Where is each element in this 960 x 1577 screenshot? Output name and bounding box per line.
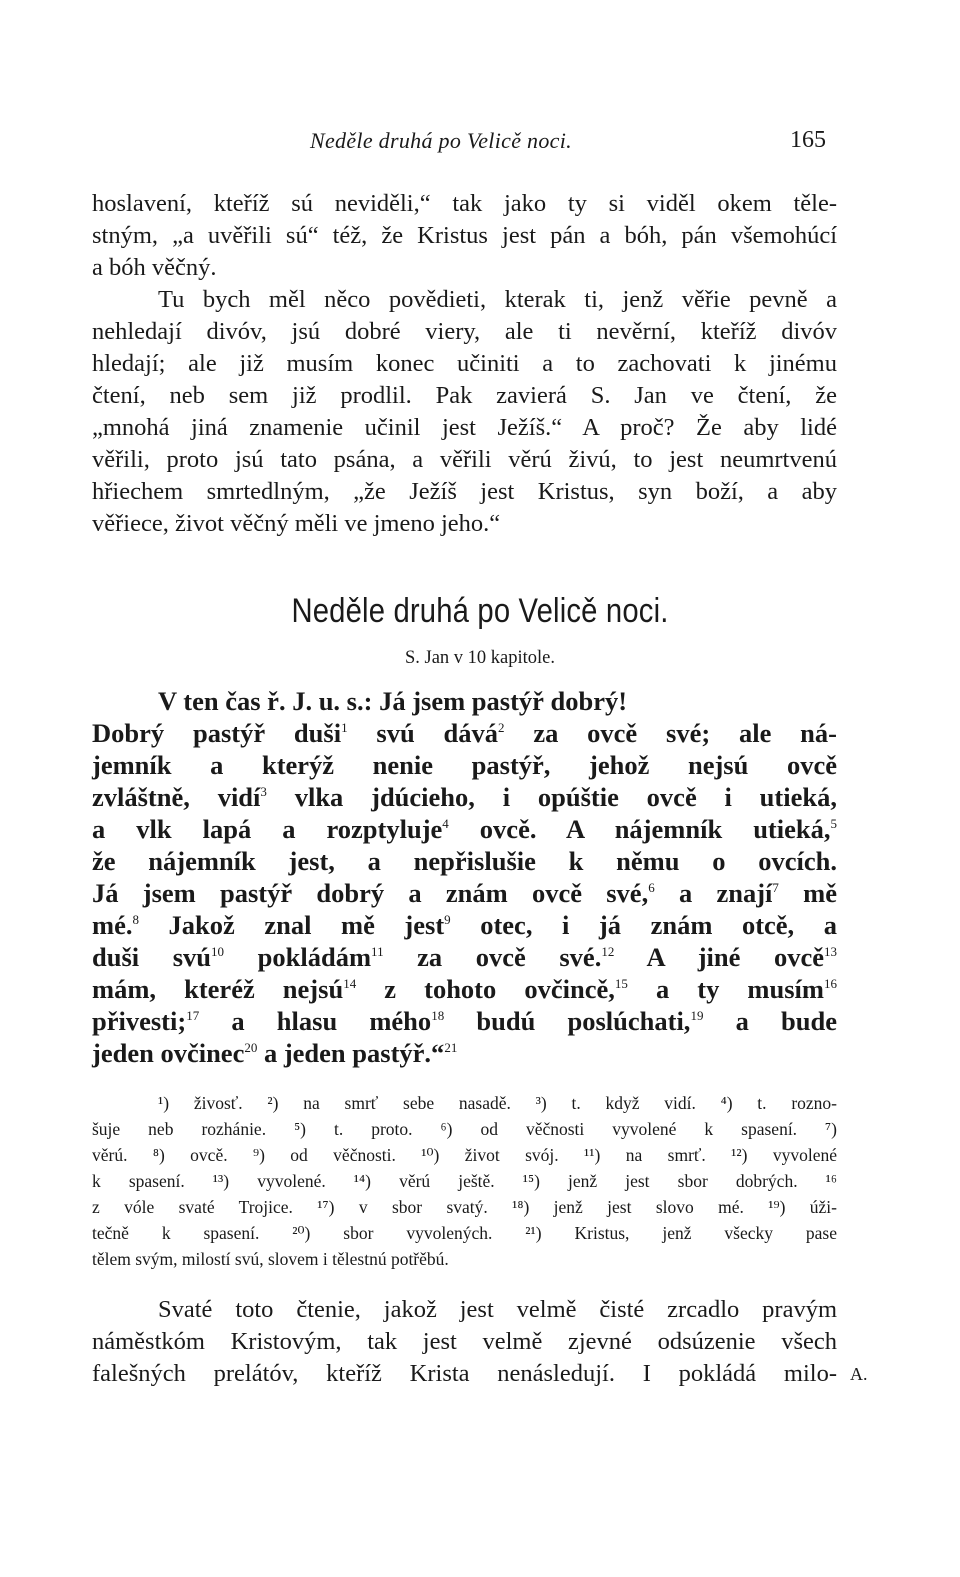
gospel-text-run: otec, i já znám otcě, a [450, 910, 837, 940]
gospel-text-run: duši svú [92, 942, 212, 972]
text-line: věřiece, život věčný měli ve jmeno jeho.“ [92, 510, 501, 537]
text-line: hřiechem smrtedlným, „že Ježíš jest Kristus, syn boží, a aby [92, 478, 837, 505]
text-line: a bóh věčný. [92, 254, 217, 281]
footnote-marker: 4 [442, 816, 449, 831]
footnote-marker: 10 [211, 944, 225, 959]
running-head-title: Neděle druhá po Velicě noci. [310, 128, 572, 153]
gospel-line [92, 878, 837, 909]
footnote-marker: 19 [690, 1008, 704, 1023]
gospel-text-run: a jeden pastýř.“ [257, 1038, 445, 1068]
gospel-text-run: budú poslúchati, [444, 1006, 691, 1036]
gospel-text-run: A jiné ovcě [614, 942, 825, 972]
gospel-text-run: zvláštně, vidí [92, 782, 261, 812]
gospel-line [92, 910, 837, 941]
gospel-text-run: jeden ovčinec [92, 1038, 245, 1068]
gospel-line [92, 782, 837, 813]
gospel-text-run: a znají [654, 878, 773, 908]
gospel-text-run: přivesti; [92, 1006, 187, 1036]
text-line: náměstkóm Kristovým, tak jest velmě zjevné odsúzenie všech [92, 1328, 837, 1355]
footnote-marker: 15 [614, 976, 628, 991]
gospel-text-run: ovcě. A nájemník utieká, [448, 814, 831, 844]
section-heading: Neděle druhá po Velicě noci. [291, 592, 669, 630]
gospel-text-run: mám, kteréž nejsú [92, 974, 344, 1004]
gospel-text-run: a ty musím [627, 974, 824, 1004]
gospel-text-run: a vlk lapá a rozptyluje [92, 814, 443, 844]
section-subheading: S. Jan v 10 kapitole. [404, 648, 556, 668]
text-line: hoslavení, kteříž sú neviděli,“ tak jako ty si viděl okem těle- [92, 190, 837, 217]
gospel-line [92, 718, 837, 749]
gospel-text-run: a bude [703, 1006, 837, 1036]
gospel-text-run: vlka jdúcieho, i opúštie ovcě i utieká, [266, 782, 837, 812]
gospel-line [92, 974, 837, 1005]
footnote-marker: 12 [601, 944, 615, 959]
footnote-marker: 3 [260, 784, 267, 799]
text-line: „mnohá jiná znamenie učinil jest Ježíš.“ A proč? Že aby lidé [92, 414, 837, 441]
text-line: stným, „a uvěřili sú“ též, že Kristus jest pán a bóh, pán všemohúcí [92, 222, 837, 249]
gospel-text-run: pokládám [224, 942, 372, 972]
footnote-line: šuje neb rozhánie. ⁵) t. proto. ⁶) od věčnosti vyvolené k spasení. ⁷) [92, 1119, 837, 1139]
gospel-text-run: a hlasu mého [199, 1006, 432, 1036]
footnote-marker: 13 [824, 944, 838, 959]
gospel-text-run: Dobrý pastýř duši [92, 718, 342, 748]
gospel-text-run: Jakož znal mě jest [138, 910, 445, 940]
gospel-line [92, 846, 837, 877]
footnote-line: věrú. ⁸) ovcě. ⁹) od věčnosti. ¹⁰) život svój. ¹¹) na smrť. ¹²) vyvolené [92, 1145, 837, 1165]
footnote-marker: 11 [371, 944, 384, 959]
margin-note: A. [850, 1364, 868, 1384]
footnote-line: tečně k spasení. ²⁰) sbor vyvolených. ²¹) Kristus, jenž všecky pase [92, 1223, 837, 1243]
footnote-marker: 6 [648, 880, 655, 895]
footnote-marker: 14 [343, 976, 357, 991]
gospel-line [92, 1006, 837, 1037]
gospel-line [158, 686, 837, 717]
text-line: nehledají divóv, jsú dobré viery, ale ti nevěrní, kteříž divóv [92, 318, 837, 345]
gospel-line [92, 750, 837, 781]
footnote-marker: 1 [341, 720, 348, 735]
footnote-line: k spasení. ¹³) vyvolené. ¹⁴) věrú ještě. ¹⁵) jenž jest sbor dobrých. ¹⁶ [92, 1171, 837, 1191]
footnote-line: ¹) živosť. ²) na smrť sebe nasadě. ³) t. když vidí. ⁴) t. rozno- [158, 1093, 837, 1113]
footnote-marker: 21 [444, 1040, 458, 1055]
footnote-marker: 8 [132, 912, 139, 927]
text-line: věřili, proto jsú tato psána, a věřili věrú živú, to jest neumrtvenú [92, 446, 837, 473]
gospel-text-run: že nájemník jest, a nepřislušie k němu o ovcích. [92, 846, 837, 876]
footnote-marker: 9 [444, 912, 451, 927]
text-line: Tu bych měl něco povědieti, kterak ti, jenž věřie pevně a [158, 286, 837, 313]
gospel-text-run: za ovcě své. [383, 942, 602, 972]
gospel-text-run: z tohoto ovčincě, [356, 974, 615, 1004]
gospel-text-run: mé. [92, 910, 133, 940]
text-line: falešných prelátóv, kteříž Krista nenásledují. I pokládá milo- [92, 1360, 837, 1387]
footnote-marker: 16 [824, 976, 837, 991]
text-line: čtení, neb sem již prodlil. Pak zavierá S. Jan ve čtení, že [92, 382, 837, 409]
footnote-marker: 20 [244, 1040, 258, 1055]
footnote-line: tělem svým, milostí svú, slovem i tělestnú potřěbú. [92, 1249, 449, 1269]
footnote-marker: 17 [186, 1008, 200, 1023]
text-line: Svaté toto čtenie, jakož jest velmě čisté zrcadlo pravým [158, 1296, 837, 1323]
gospel-line [92, 814, 837, 845]
footnote-line: z vóle svaté Trojice. ¹⁷) v sbor svatý. ¹⁸) jenž jest slovo mé. ¹⁹) úži- [92, 1197, 837, 1217]
gospel-text-run: V ten čas ř. J. u. s.: Já jsem pastýř dobrý! [158, 686, 628, 716]
footnote-marker: 2 [498, 720, 505, 735]
gospel-text-run: mě [778, 878, 837, 908]
gospel-line [92, 1038, 837, 1069]
footnote-marker: 18 [431, 1008, 445, 1023]
gospel-text-run: svú dává [347, 718, 499, 748]
gospel-text-run: Já jsem pastýř dobrý a znám ovcě své, [92, 878, 649, 908]
footnote-marker: 5 [830, 816, 837, 831]
page-number: 165 [790, 127, 826, 153]
gospel-text-run: za ovcě své; ale ná- [504, 718, 837, 748]
footnote-marker: 7 [772, 880, 779, 895]
gospel-line [92, 942, 837, 973]
text-line: hledají; ale již musím konec učiniti a to zachovati k jinému [92, 350, 837, 377]
gospel-text-run: jemník a kterýž nenie pastýř, jehož nejsú ovcě [92, 750, 837, 780]
